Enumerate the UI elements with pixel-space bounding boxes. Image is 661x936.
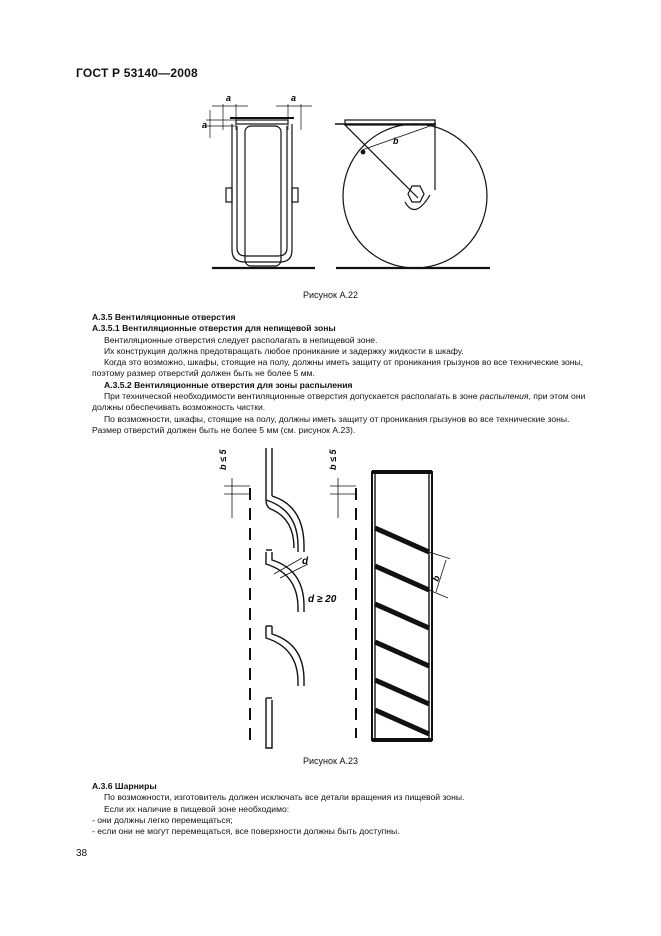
dim-b-diagonal: b (430, 574, 442, 583)
paragraph: По возможности, шкафы, стоящие на полу, должны иметь защиту от проникания грызунов во все технические зоны. Размер отверстий должен быть не более 5 мм (см. рисунок А.23). (92, 413, 570, 435)
document-header: ГОСТ Р 53140—2008 (76, 66, 198, 80)
list-item: - если они не могут перемещаться, все поверхности должны быть доступны. (92, 826, 400, 837)
paragraph: По возможности, изготовитель должен исключать все детали вращения из пищевой зоны. (104, 792, 465, 803)
list-item: - они должны легко перемещаться; (92, 814, 233, 825)
dim-b: b (393, 136, 399, 146)
section-heading: А.3.5 Вентиляционные отверстия (92, 312, 236, 322)
figure-a22 (190, 90, 500, 275)
paragraph (92, 391, 597, 414)
dim-d-condition: d ≥ 20 (308, 594, 337, 605)
figure-a22-caption: Рисунок А.22 (303, 290, 358, 300)
paragraph: Если их наличие в пищевой зоне необходимо: (104, 803, 290, 814)
dim-b-left: b ≤ 5 (218, 449, 228, 470)
subsection-heading: А.3.5.1 Вентиляционные отверстия для непищевой зоны (92, 323, 336, 334)
dim-a-side: a (202, 120, 208, 130)
dim-b-right: b ≤ 5 (328, 449, 338, 470)
subsection-heading: А.3.5.2 Вентиляционные отверстия для зоны распыления (104, 379, 353, 390)
paragraph: Их конструкция должна предотвращать любое проникание и задержку жидкости в шкафу. (104, 345, 464, 356)
section-a36 (92, 781, 597, 837)
figure-a23 (210, 448, 450, 753)
section-a35 (92, 312, 597, 436)
emphasis: распыления (479, 391, 529, 402)
text-run: , при этом они должны обеспечивать возможность чистки. (92, 391, 586, 413)
page-number: 38 (76, 848, 88, 859)
dim-a-right: a (291, 93, 297, 103)
figure-a23-caption: Рисунок А.23 (303, 756, 358, 766)
dim-d: d (302, 556, 309, 567)
paragraph: Когда это возможно, шкафы, стоящие на полу, должны иметь защиту от проникания грызунов во все технические зоны, поэтому размер отверстий должен быть не более 5 мм. (92, 357, 584, 379)
paragraph: Вентиляционные отверстия следует располагать в непищевой зоне. (104, 334, 378, 345)
section-heading: А.3.6 Шарниры (92, 781, 157, 791)
text-run: При технической необходимости вентиляционные отверстия допускается располагать в зоне (104, 391, 480, 402)
dim-a-left: a (226, 93, 232, 103)
